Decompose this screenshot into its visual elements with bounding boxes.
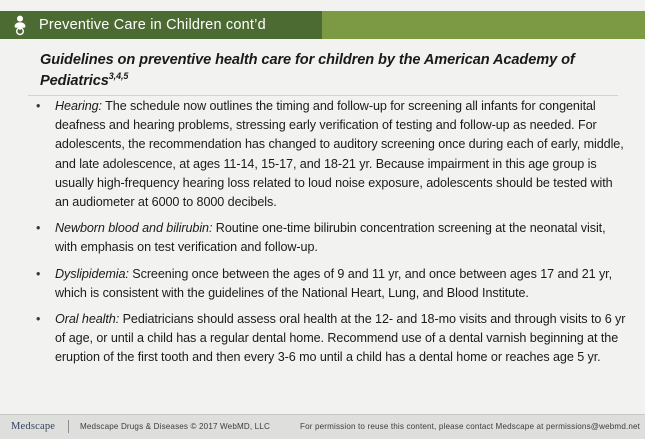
footer-copyright: Medscape Drugs & Diseases © 2017 WebMD, LLC — [80, 422, 270, 431]
header-title-block — [0, 11, 322, 39]
list-item-text: Pediatricians should assess oral health at the 12- and 18-mo visits and through visits to 6 yr of age, or until a child has a regular dental home. Recommend use of a dental varnish beginning at the eruption of the first tooth and then every 3-6 mo until a child has a dental home or reaches age 5 yr. — [55, 312, 626, 365]
bullet-list — [28, 97, 628, 375]
list-item — [28, 310, 628, 368]
list-item-term: Newborn blood and bilirubin: — [55, 221, 213, 236]
list-item — [28, 219, 628, 257]
infant-icon — [9, 14, 31, 36]
list-item-term: Dyslipidemia: — [55, 266, 129, 281]
heading-divider — [28, 95, 618, 96]
page-title: Preventive Care in Children cont’d — [39, 17, 266, 33]
medscape-logo: Medscape — [11, 421, 56, 432]
bullet-marker: • — [36, 312, 41, 327]
header-bar — [0, 11, 645, 39]
bullet-marker: • — [36, 266, 41, 281]
list-item-text: Routine one-time bilirubin concentration screening at the neonatal visit, with emphasis on test verification and follow-up. — [55, 221, 606, 255]
bullet-marker: • — [36, 99, 41, 113]
list-item-text: Screening once between the ages of 9 and 11 yr, and once between ages 17 and 21 yr, which is consistent with the guidelines of the National Heart, Lung, and Blood Institute. — [55, 266, 613, 300]
list-item-text: The schedule now outlines the timing and follow-up for screening all infants for congenital deafness and hearing problems, stressing early verification of testing and follow-up as needed. For adolescents, the recommendation has changed to auditory screening once during each of early, middle, and late adolescence, at ages 11-14, 15-17, and 18-21 yr. Because impairment in this age group is usually high-frequency hearing loss related to loud noise exposure, adolescents should be tested with an audiometer at 6000 to 8000 decibels. — [55, 99, 624, 210]
list-item-term: Hearing: — [55, 99, 102, 113]
footer-divider — [68, 420, 69, 433]
bullet-marker: • — [36, 221, 41, 236]
section-heading-text: Guidelines on preventive health care for children by the American Academy of Pediatrics — [40, 52, 575, 89]
list-item — [28, 97, 628, 212]
content-area — [0, 39, 645, 414]
section-heading — [40, 50, 612, 92]
section-heading-superscript: 3,4,5 — [108, 71, 129, 82]
list-item — [28, 265, 628, 303]
footer-bar — [0, 414, 645, 439]
list-item-term: Oral health: — [55, 312, 120, 327]
footer-permission-notice: For permission to reuse this content, please contact Medscape at permissions@webmd.net — [300, 422, 641, 431]
